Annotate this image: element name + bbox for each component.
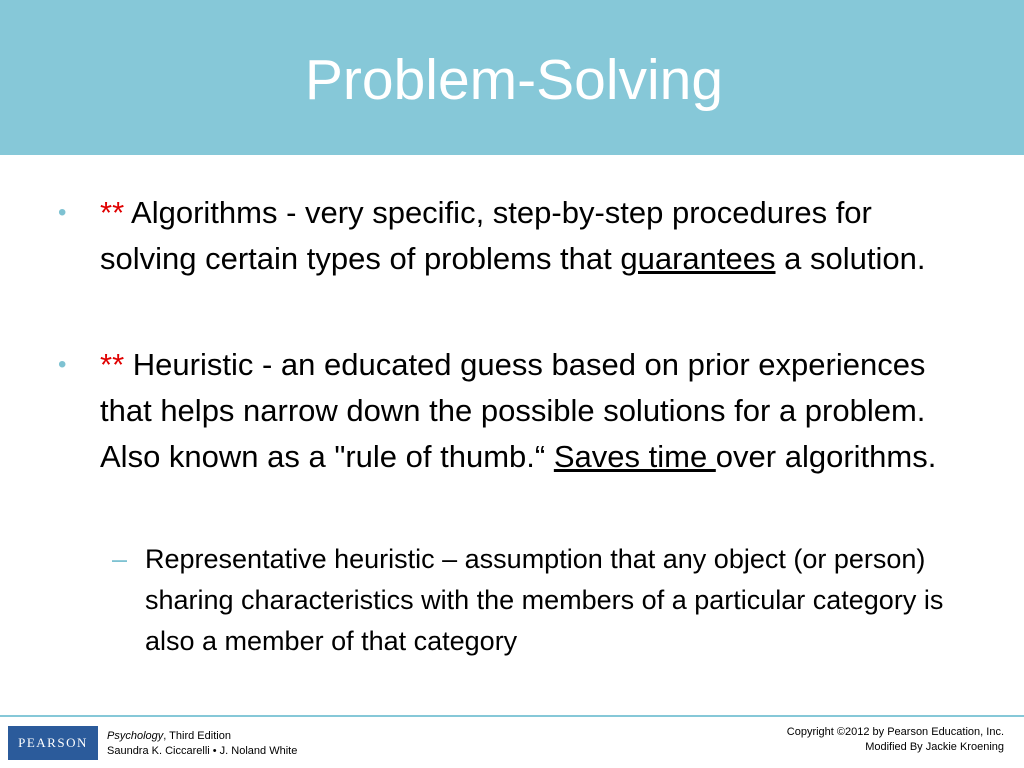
pearson-logo: [8, 726, 98, 760]
bullet-icon: •: [58, 199, 67, 226]
bullet-text: Heuristic - an educated guess based on prior experiences that helps narrow down the possible solutions for a problem. Also known as a "rule of thumb.“: [100, 347, 926, 474]
emphasis-stars: **: [100, 347, 125, 382]
bullet-text-end: a solution.: [775, 241, 926, 276]
sub-bullet-text: Representative heuristic – assumption that any object (or person) sharing characteristics with the members of a particular category is also a member of that category: [145, 544, 944, 656]
book-info: [107, 729, 297, 759]
footer-divider: [0, 715, 1024, 717]
emphasis-stars: **: [100, 195, 125, 230]
sub-bullet-representative-heuristic: [112, 539, 975, 662]
bullet-heuristic: [58, 342, 960, 480]
logo-text: PEARSON: [18, 735, 88, 750]
modified-by-text: Modified By Jackie Kroening: [865, 741, 1004, 753]
book-authors: Saundra K. Ciccarelli • J. Noland White: [107, 745, 298, 757]
slide-title: Problem-Solving: [304, 48, 724, 112]
dash-icon: –: [112, 544, 128, 574]
bullet-icon: •: [58, 351, 67, 378]
underlined-term: Saves time: [553, 439, 716, 474]
underlined-term: guarantees: [620, 241, 776, 276]
copyright-notice: [787, 725, 1004, 755]
book-title: Psychology: [107, 730, 164, 742]
bullet-algorithms: [58, 190, 960, 282]
bullet-text-end: over algorithms.: [715, 439, 937, 474]
bullet-text: Algorithms - very specific, step-by-step procedures for solving certain types of problems that: [100, 195, 872, 276]
copyright-text: Copyright ©2012 by Pearson Education, Inc.: [786, 726, 1004, 738]
book-edition: , Third Edition: [163, 730, 231, 742]
